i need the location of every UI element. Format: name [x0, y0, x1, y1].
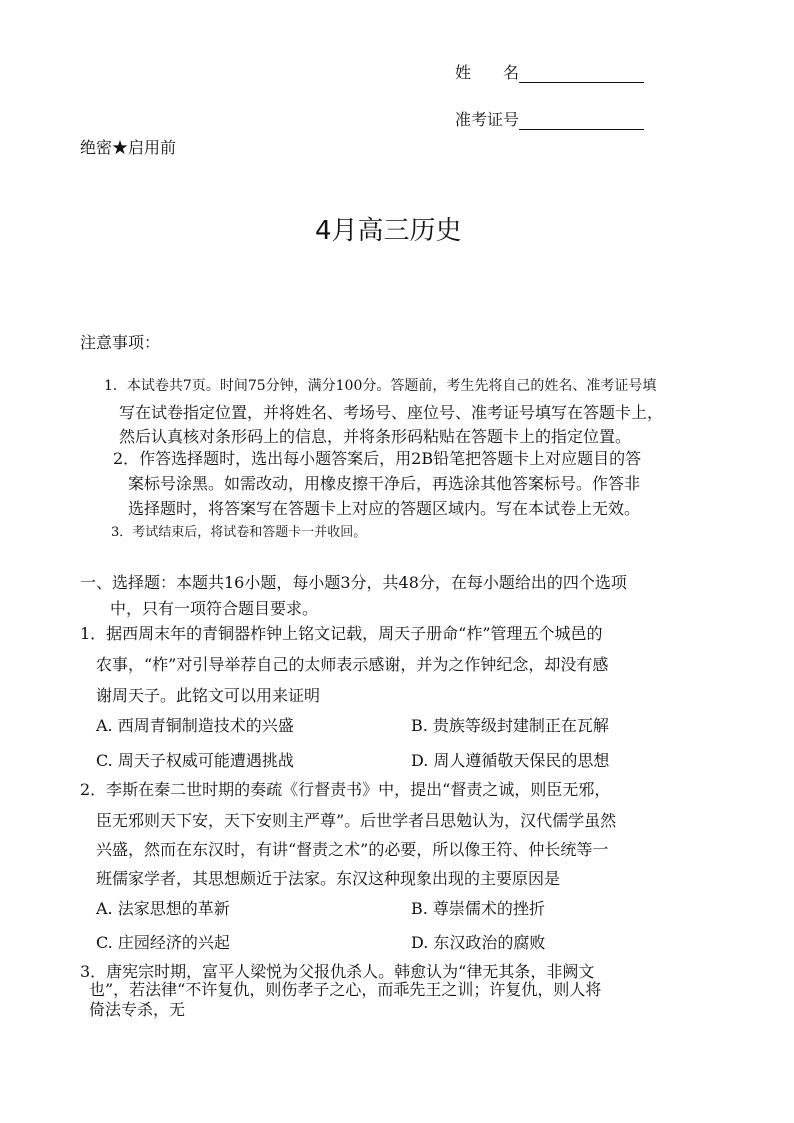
q3-line-3: 倚法专杀，无 — [89, 1000, 186, 1019]
secrecy-label: 绝密★启用前 — [80, 138, 177, 157]
q1-option-d[interactable]: D. 周人遵循敬天保民的思想 — [411, 751, 610, 770]
exam-id-row — [455, 107, 644, 130]
q1-option-b[interactable]: B. 贵族等级封建制正在瓦解 — [411, 716, 609, 735]
section-1-heading-line-1: 一、选择题：本题共16小题，每小题3分，共48分，在每小题给出的四个选项 — [80, 573, 627, 592]
q2-line-3: 兴盛，然而在东汉时，有讲“督责之术”的必要，所以像王符、仲长统等一 — [96, 840, 609, 859]
q1-line-2: 农事，“柞”对引导举荐自己的太师表示感谢，并为之作钟纪念，却没有感 — [96, 655, 609, 674]
notes-heading: 注意事项： — [80, 333, 161, 352]
q1-option-a[interactable]: A. 西周青铜制造技术的兴盛 — [96, 716, 294, 735]
note-1-line-3: 然后认真核对条形码上的信息，并将条形码粘贴在答题卡上的指定位置。 — [119, 427, 632, 446]
note-2-line-3: 选择题时，将答案写在答题卡上对应的答题区域内。写在本试卷上无效。 — [128, 499, 641, 518]
note-3-line-1: 3．考试结束后，将试卷和答题卡一并收回。 — [111, 525, 367, 540]
q1-line-3: 谢周天子。此铭文可以用来证明 — [96, 686, 321, 705]
exam-id-label: 准考证号 — [455, 110, 520, 129]
name-label: 姓 名 — [455, 63, 520, 82]
q2-line-4: 班儒家学者，其思想颇近于法家。东汉这种现象出现的主要原因是 — [96, 869, 561, 888]
name-fill-line[interactable] — [519, 64, 644, 83]
q1-option-c[interactable]: C. 周天子权威可能遭遇挑战 — [96, 751, 294, 770]
note-1-line-1: 1．本试卷共7页。时间75分钟，满分100分。答题前，考生先将自己的姓名、准考证号填 — [104, 378, 657, 394]
note-2-line-1: 2．作答选择题时，选出每小题答案后，用2B铅笔把答题卡上对应题目的答 — [113, 449, 642, 468]
name-row — [455, 60, 644, 83]
q1-line-1: 1．据西周末年的青铜器柞钟上铭文记载，周天子册命“柞”管理五个城邑的 — [80, 624, 603, 643]
page-title: 4月高三历史 — [315, 216, 462, 246]
note-1-line-2: 写在试卷指定位置，并将姓名、考场号、座位号、准考证号填写在答题卡上， — [119, 403, 664, 422]
q2-line-1: 2．李斯在秦二世时期的奏疏《行督责书》中，提出“督责之诚，则臣无邪， — [80, 780, 611, 799]
q2-option-a[interactable]: A. 法家思想的革新 — [96, 899, 230, 918]
q3-line-2: 也”，若法律“不许复仇，则伤孝子之心，而乖先王之训；许复仇，则人将 — [89, 980, 602, 999]
q2-line-2: 臣无邪则天下安，天下安则主严尊”。后世学者吕思勉认为，汉代儒学虽然 — [96, 811, 617, 830]
q2-option-d[interactable]: D. 东汉政治的腐败 — [411, 933, 546, 952]
section-1-heading-line-2: 中，只有一项符合题目要求。 — [110, 599, 319, 618]
q2-option-b[interactable]: B. 尊崇儒术的挫折 — [411, 899, 545, 918]
note-2-line-2: 案标号涂黑。如需改动，用橡皮擦干净后，再选涂其他答案标号。作答非 — [128, 474, 641, 493]
q2-option-c[interactable]: C. 庄园经济的兴起 — [96, 933, 230, 952]
q3-line-1: 3．唐宪宗时期，富平人梁悦为父报仇杀人。韩愈认为“律无其条，非阙文 — [80, 962, 595, 981]
exam-id-fill-line[interactable] — [519, 111, 644, 130]
